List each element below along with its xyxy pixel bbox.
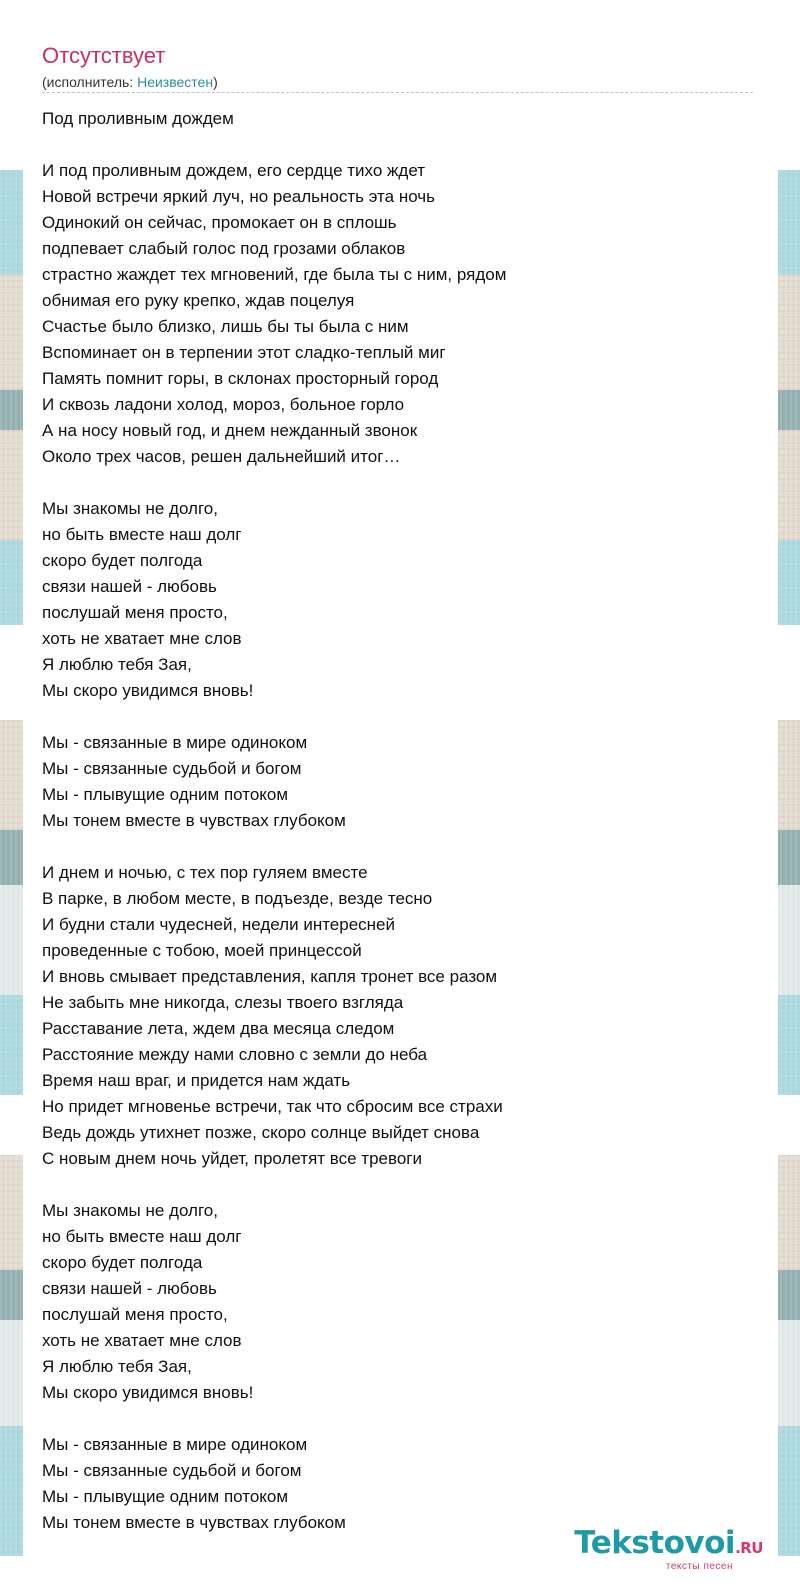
artist-prefix: (исполнитель: <box>42 74 138 90</box>
lyric-line: Одинокий он сейчас, промокает он в сплошь <box>42 213 397 232</box>
lyric-line: И под проливным дождем, его сердце тихо ждет <box>42 161 425 180</box>
lyric-line: Я люблю тебя Зая, <box>42 1357 192 1376</box>
lyric-line: связи нашей - любовь <box>42 577 217 596</box>
song-title: Отсутствует <box>42 43 166 68</box>
artist-line <box>42 73 218 91</box>
logo-wordmark <box>563 1526 763 1565</box>
stanza-gap <box>42 132 752 158</box>
lyric-line: Новой встречи яркий луч, но реальность эта ночь <box>42 187 436 206</box>
lyric-line: Я люблю тебя Зая, <box>42 655 192 674</box>
lyric-line: Мы знакомы не долго, <box>42 499 218 518</box>
artist-link[interactable]: Неизвестен <box>137 74 214 90</box>
lyric-line: Мы - связанные судьбой и богом <box>42 1461 302 1480</box>
lyric-line: Около трех часов, решен дальнейший итог… <box>42 447 401 466</box>
lyric-line: связи нашей - любовь <box>42 1279 217 1298</box>
lyric-line: И днем и ночью, с тех пор гуляем вместе <box>42 863 368 882</box>
artist-suffix: ) <box>213 74 218 90</box>
lyric-line: Мы - связанные в мире одиноком <box>42 733 308 752</box>
stanza-gap <box>42 1406 752 1432</box>
lyric-line: Мы скоро увидимся вновь! <box>42 681 254 700</box>
lyric-line: Счастье было близко, лишь бы ты была с ним <box>42 317 409 336</box>
lyric-line: И сквозь ладони холод, мороз, больное горло <box>42 395 405 414</box>
lyric-line: послушай меня просто, <box>42 1305 228 1324</box>
lyric-line: скоро будет полгода <box>42 1253 203 1272</box>
lyric-line: Мы знакомы не долго, <box>42 1201 218 1220</box>
lyric-line: Мы - плывущие одним потоком <box>42 785 289 804</box>
logo-tagline: тексты песен <box>665 1561 733 1572</box>
lyric-line: Мы тонем вместе в чувствах глубоком <box>42 1513 346 1532</box>
lyric-line: проведенные с тобою, моей принцессой <box>42 941 362 960</box>
stanza-gap <box>42 834 752 860</box>
lyric-line: И будни стали чудесней, недели интересней <box>42 915 396 934</box>
lyric-line: Под проливным дождем <box>42 109 234 128</box>
lyric-line: обнимая его руку крепко, ждав поцелуя <box>42 291 355 310</box>
lyric-line: Мы тонем вместе в чувствах глубоком <box>42 811 346 830</box>
lyric-line: Мы - плывущие одним потоком <box>42 1487 289 1506</box>
lyric-line: Мы - связанные в мире одиноком <box>42 1435 308 1454</box>
lyric-line: Расстояние между нами словно с земли до неба <box>42 1045 428 1064</box>
lyric-line: но быть вместе наш долг <box>42 525 242 544</box>
lyric-line: Ведь дождь утихнет позже, скоро солнце выйдет снова <box>42 1123 480 1142</box>
title-divider <box>42 92 753 93</box>
lyric-line: но быть вместе наш долг <box>42 1227 242 1246</box>
lyrics-text <box>42 106 752 1536</box>
lyric-line: Но придет мгновенье встречи, так что сбросим все страхи <box>42 1097 503 1116</box>
lyric-line: Мы скоро увидимся вновь! <box>42 1383 254 1402</box>
lyric-line: подпевает слабый голос под грозами облаков <box>42 239 406 258</box>
stanza-gap <box>42 704 752 730</box>
lyric-line: Расставание лета, ждем два месяца следом <box>42 1019 395 1038</box>
lyric-line: хоть не хватает мне слов <box>42 629 242 648</box>
lyric-line: послушай меня просто, <box>42 603 228 622</box>
lyrics-card <box>23 22 778 1586</box>
logo-tld: .RU <box>735 1539 763 1557</box>
lyric-line: Мы - связанные судьбой и богом <box>42 759 302 778</box>
site-logo[interactable] <box>563 1526 763 1572</box>
lyric-line: страстно жаждет тех мгновений, где была ты с ним, рядом <box>42 265 507 284</box>
lyric-line: Вспоминает он в терпении этот сладко-теплый миг <box>42 343 446 362</box>
lyric-line: скоро будет полгода <box>42 551 203 570</box>
logo-name: Tekstovoi <box>574 1525 736 1561</box>
lyric-line: С новым днем ночь уйдет, пролетят все тревоги <box>42 1149 422 1168</box>
lyric-line: Память помнит горы, в склонах просторный город <box>42 369 439 388</box>
stanza-gap <box>42 470 752 496</box>
lyric-line: Не забыть мне никогда, слезы твоего взгляда <box>42 993 404 1012</box>
lyric-line: И вновь смывает представления, капля тронет все разом <box>42 967 498 986</box>
lyric-line: Время наш враг, и придется нам ждать <box>42 1071 351 1090</box>
lyric-line: хоть не хватает мне слов <box>42 1331 242 1350</box>
lyric-line: А на носу новый год, и днем нежданный звонок <box>42 421 418 440</box>
stanza-gap <box>42 1172 752 1198</box>
lyric-line: В парке, в любом месте, в подъезде, везде тесно <box>42 889 433 908</box>
